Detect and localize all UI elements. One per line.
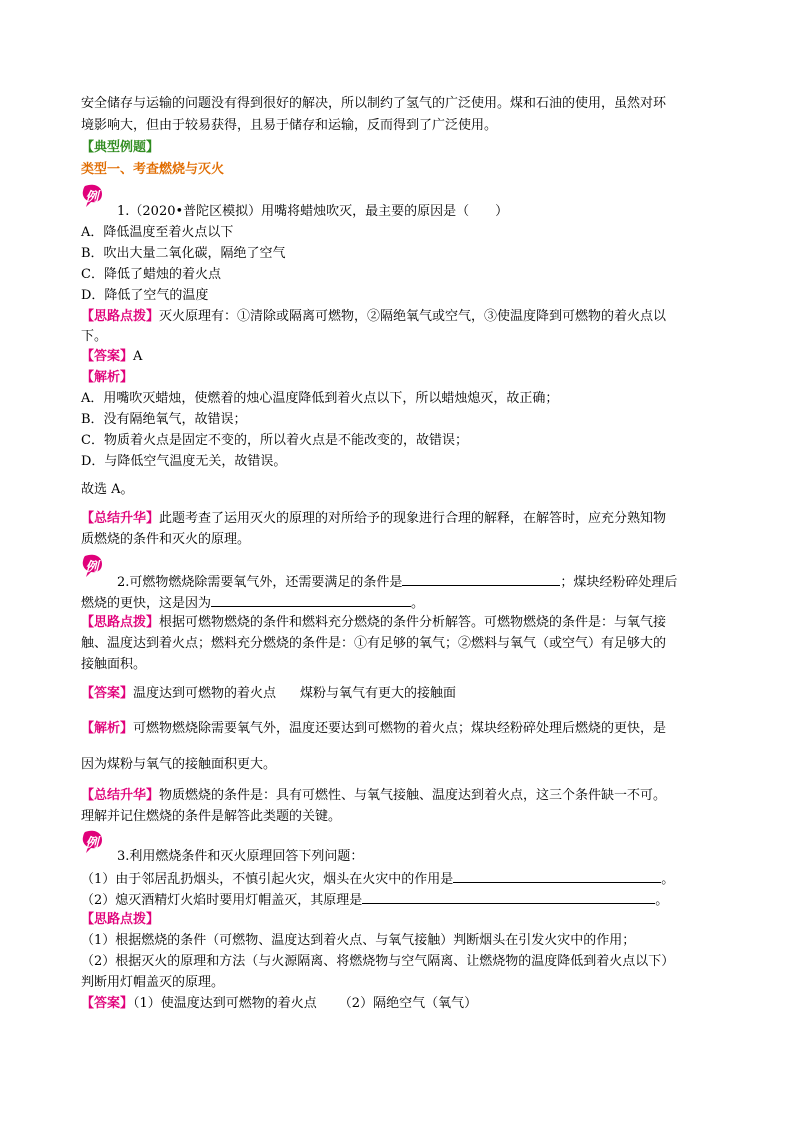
q2-blank-2[interactable] — [211, 593, 411, 607]
q2-hint — [81, 614, 666, 632]
q2-summary-text: 物质燃烧的条件是：具有可燃性、与氧气接触、温度达到着火点，这三个条件缺一不可。 — [159, 788, 667, 803]
q1-summary-text: 此题考查了运用灭火的原理的对所给予的现象进行合理的解释，在解答时，应充分熟知物 — [159, 511, 667, 526]
q3-hint-line-3: 判断用灯帽盖灭的原理。 — [81, 975, 225, 990]
example-badge-2 — [82, 554, 104, 578]
q3-stem: 3.利用燃烧条件和灭火原理回答下列问题： — [117, 849, 364, 864]
q3-sub-2-end: 。 — [655, 893, 669, 908]
q3-answer-1: （1）使温度达到可燃物的着火点 — [133, 996, 317, 1011]
q3-sub-1 — [81, 869, 674, 889]
q3-blank-2[interactable] — [362, 890, 655, 904]
q3-answer — [81, 995, 477, 1013]
example-badge-text: 例 — [85, 560, 99, 575]
q2-answer-1: 温度达到可燃物的着火点 — [133, 686, 277, 701]
q2-summary-line-2: 理解并记住燃烧的条件是解答此类题的关键。 — [81, 809, 342, 824]
q3-hint-tag-line — [81, 911, 159, 929]
q1-analysis-tag-text: 【解析】 — [81, 370, 134, 385]
q2-analysis — [81, 720, 666, 738]
q3-sub-1-end: 。 — [661, 872, 675, 887]
q1-analysis-c: C．物质着火点是固定不变的，所以着火点是不能改变的，故错误； — [81, 433, 468, 448]
q1-conclusion: 故选 A。 — [81, 482, 134, 497]
q2-stem-a: 2.可燃物燃烧除需要氧气外，还需要满足的条件是 — [117, 575, 403, 590]
example-badge-text: 例 — [85, 836, 99, 851]
q1-stem: 1.（2020•普陀区模拟）用嘴将蜡烛吹灭，最主要的原因是（ ） — [117, 204, 509, 219]
intro-line-2: 境影响大，但由于较易获得，且易于储存和运输，反而得到了广泛使用。 — [81, 118, 498, 133]
q2-hint-tag: 【思路点拨】 — [81, 615, 160, 630]
q2-hint-line-3: 接触面积。 — [81, 657, 147, 672]
q2-stem-d: 。 — [411, 596, 425, 611]
q1-option-c: C．降低了蜡烛的着火点 — [81, 267, 221, 282]
type-heading: 类型一、考查燃烧与灭火 — [81, 162, 225, 177]
q2-answer-2: 煤粉与氧气有更大的接触面 — [300, 686, 457, 701]
intro-line-1: 安全储存与运输的问题没有得到很好的解决，所以制约了氢气的广泛使用。煤和石油的使用，虽然对环 — [81, 96, 667, 111]
q1-hint — [81, 308, 666, 326]
q2-summary — [81, 787, 666, 805]
q3-answer-tag: 【答案】 — [81, 996, 134, 1011]
q2-answer — [81, 685, 456, 703]
q1-analysis-d: D．与降低空气温度无关，故错误。 — [81, 454, 287, 469]
q1-answer-tag: 【答案】 — [81, 349, 134, 364]
q1-hint-line-2: 下。 — [81, 329, 108, 344]
q3-sub-1-text: （1）由于邻居乱扔烟头，不慎引起火灾，烟头在火灾中的作用是 — [81, 872, 454, 887]
q1-answer-text: A — [133, 349, 143, 364]
q2-stem-c: 燃烧的更快，这是因为 — [81, 596, 212, 611]
q1-hint-tag: 【思路点拨】 — [81, 309, 160, 324]
q3-hint-line-2: （2）根据灭火的原理和方法（与火源隔离、将燃烧物与空气隔离、让燃烧物的温度降低到着火点以下） — [81, 954, 675, 969]
q3-answer-2: （2）隔绝空气（氧气） — [338, 996, 478, 1011]
q1-option-d: D．降低了空气的温度 — [81, 288, 209, 303]
q3-sub-2 — [81, 890, 668, 910]
q1-summary-tag: 【总结升华】 — [81, 511, 160, 526]
q3-hint-tag: 【思路点拨】 — [81, 912, 160, 927]
q1-analysis-tag — [81, 369, 133, 387]
example-badge-text: 例 — [85, 190, 99, 205]
q3-blank-1[interactable] — [453, 869, 661, 883]
q2-answer-tag: 【答案】 — [81, 686, 134, 701]
section-label: 【典型例题】 — [81, 140, 160, 155]
q2-stem-line-2 — [81, 593, 424, 613]
q1-answer — [81, 348, 142, 366]
q2-blank-1[interactable] — [402, 572, 560, 586]
example-badge-1 — [82, 184, 104, 208]
q2-hint-line-2: 触、温度达到着火点；燃料充分燃烧的条件是：①有足够的氧气；②燃料与氧气（或空气）有足够大的 — [81, 636, 667, 651]
q1-option-a: A．降低温度至着火点以下 — [81, 225, 234, 240]
q3-hint-line-1: （1）根据燃烧的条件（可燃物、温度达到着火点、与氧气接触）判断烟头在引发火灾中的作用； — [81, 933, 636, 948]
q1-hint-text: 灭火原理有：①清除或隔离可燃物，②隔绝氧气或空气，③使温度降到可燃物的着火点以 — [159, 309, 667, 324]
q1-analysis-b: B．没有隔绝氧气，故错误； — [81, 412, 247, 427]
q2-stem-line-1 — [117, 572, 677, 592]
q1-summary-line-2: 质燃烧的条件和灭火的原理。 — [81, 532, 251, 547]
q2-analysis-line-2: 因为煤粉与氧气的接触面积更大。 — [81, 757, 277, 772]
q2-analysis-tag: 【解析】 — [81, 721, 134, 736]
q1-analysis-a: A．用嘴吹灭蜡烛，使燃着的烛心温度降低到着火点以下，所以蜡烛熄灭，故正确； — [81, 391, 559, 406]
q2-stem-b: ；煤块经粉碎处理后 — [560, 575, 678, 590]
q3-sub-2-text: （2）熄灭酒精灯火焰时要用灯帽盖灭，其原理是 — [81, 893, 363, 908]
q1-summary — [81, 510, 666, 528]
q2-hint-text: 根据可燃物燃烧的条件和燃料充分燃烧的条件分析解答。可燃物燃烧的条件是：与氧气接 — [159, 615, 667, 630]
q2-analysis-text: 可燃物燃烧除需要氧气外，温度还要达到可燃物的着火点；煤块经粉碎处理后燃烧的更快，是 — [133, 721, 667, 736]
q2-summary-tag: 【总结升华】 — [81, 788, 160, 803]
q1-option-b: B．吹出大量二氧化碳，隔绝了空气 — [81, 246, 286, 261]
example-badge-3 — [82, 830, 104, 854]
